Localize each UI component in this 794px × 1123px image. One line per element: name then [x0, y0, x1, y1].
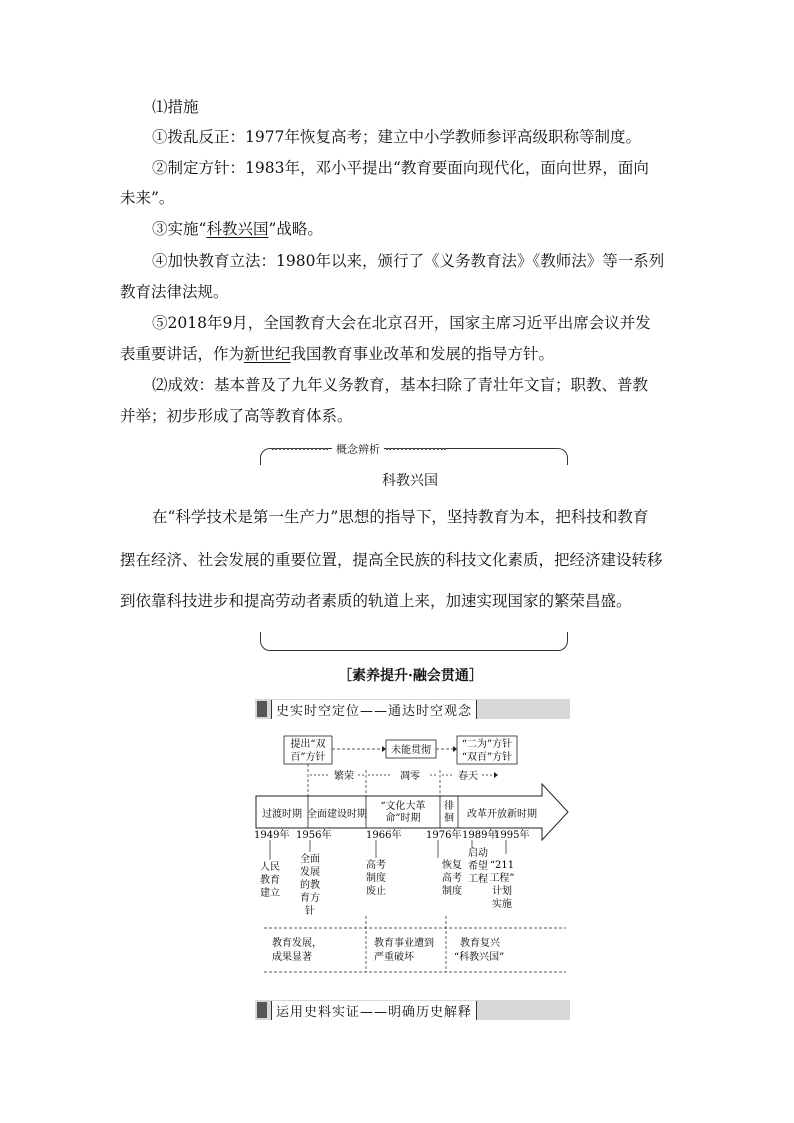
bar-title: 史实时空定位——通达时空观念: [271, 700, 477, 719]
event-1989: [468, 846, 488, 885]
svg-text:恢复: 恢复: [442, 860, 462, 871]
paragraph-item-5a: ⑤2018年9月，全国教育大会在北京召开，国家主席习近平出席会议并发: [152, 314, 651, 332]
section-bar-timeline: [255, 699, 570, 719]
svg-text:希望: 希望: [468, 861, 488, 872]
event-1976: [442, 858, 462, 897]
event-1966: [366, 858, 386, 897]
concept-dots-right: [386, 448, 446, 452]
section-heading: ［素养提升·融会贯通］: [338, 668, 483, 684]
paragraph-item-5b: [120, 344, 554, 364]
concept-label: 概念辨析: [332, 441, 384, 457]
svg-text:“211: “211: [489, 860, 515, 871]
concept-line-2: 摆在经济、社会发展的重要位置，提高全民族的科技文化素质，把经济建设转移: [120, 551, 663, 569]
period-cultural-rev-2: 命”时期: [385, 813, 421, 824]
top-box-1-l1: 提出“双: [290, 739, 326, 750]
concept-line-1: 在“科学技术是第一生产力”思想的指导下，坚持教育为本，把科技和教育: [152, 508, 649, 526]
item-5b-pre: 表重要讲话，作为: [120, 345, 245, 363]
svg-text:启动: 启动: [468, 848, 488, 859]
item-3-underlined: 科教兴国: [206, 220, 269, 238]
item-3-pre: ③实施“: [152, 220, 207, 238]
period-construction: 全面建设时期: [307, 809, 367, 820]
svg-text:实施: 实施: [492, 899, 512, 910]
event-1949: [260, 860, 280, 899]
period-transition: 过渡时期: [262, 809, 302, 820]
paragraph-item-1: ①拨乱反正：1977年恢复高考；建立中小学教师参评高级职称等制度。: [152, 128, 641, 146]
phase-prosperity: 繁荣: [334, 771, 354, 782]
bar-square-icon: [257, 701, 267, 717]
concept-title: 科教兴国: [382, 473, 438, 489]
top-box-3-l2: “双百”方针: [461, 752, 513, 763]
period-wavering-1: 徘: [444, 801, 454, 812]
timeline-diagram: [250, 728, 580, 978]
svg-text:高考: 高考: [366, 860, 386, 871]
item-5b-underlined: 新世纪: [244, 345, 291, 363]
svg-text:计划: 计划: [492, 886, 512, 897]
concept-box-bottom: [260, 632, 568, 651]
item-5b-post: 我国教育事业改革和发展的指导方针。: [290, 345, 555, 363]
svg-text:工程”: 工程”: [489, 873, 515, 884]
top-box-3-l1: “二为”方针: [461, 739, 513, 750]
paragraph-item-2b: 未来”。: [120, 189, 175, 207]
svg-text:育方: 育方: [300, 893, 320, 904]
svg-text:人民: 人民: [260, 862, 280, 873]
bar-square-icon: [257, 1002, 267, 1018]
item-3-post: ”战略。: [268, 220, 323, 238]
top-box-1-l2: 百”方针: [290, 752, 326, 763]
event-1995: [489, 860, 514, 910]
summary-2-l1: 教育事业遭到: [374, 938, 434, 949]
summary-1-l2: 成果显著: [272, 952, 312, 963]
svg-text:针: 针: [305, 906, 315, 917]
paragraph-results-b: 并举；初步形成了高等教育体系。: [120, 407, 353, 425]
period-cultural-rev-1: “文化大革: [380, 801, 426, 812]
paragraph-measures: ⑴措施: [152, 98, 199, 116]
year-1976: 1976年: [426, 830, 462, 841]
section-bar-evidence: [255, 1000, 570, 1020]
paragraph-item-2a: ②制定方针：1983年，邓小平提出“教育要面向现代化，面向世界，面向: [152, 159, 649, 177]
concept-line-3: 到依靠科技进步和提高劳动者素质的轨道上来，加速实现国家的繁荣昌盛。: [120, 592, 632, 610]
summary-3-l2: “科教兴国”: [454, 952, 505, 963]
year-1995: 1995年: [494, 830, 530, 841]
period-wavering-2: 徊: [444, 813, 454, 824]
phase-spring: 春天: [458, 771, 478, 782]
svg-text:废止: 废止: [366, 886, 386, 897]
svg-text:建立: 建立: [260, 888, 280, 899]
svg-text:教育: 教育: [260, 875, 280, 886]
paragraph-item-4b: 教育法律法规。: [120, 283, 229, 301]
svg-text:工程: 工程: [468, 874, 488, 885]
top-box-2-l1: 未能贯彻: [391, 745, 431, 756]
paragraph-item-4a: ④加快教育立法：1980年以来，颁行了《义务教育法》《教师法》等一系列: [152, 252, 665, 270]
summary-1-l1: 教育发展，: [272, 938, 322, 949]
summary-3-l1: 教育复兴: [460, 938, 500, 949]
svg-text:全面: 全面: [300, 854, 320, 865]
year-1949: 1949年: [254, 830, 290, 841]
period-reform: 改革开放新时期: [467, 809, 537, 820]
concept-dots-left: [272, 448, 328, 452]
year-1966: 1966年: [366, 830, 402, 841]
year-1989: 1989年: [462, 830, 498, 841]
svg-text:制度: 制度: [366, 873, 386, 884]
year-1956: 1956年: [296, 830, 332, 841]
summary-2-l2: 严重破坏: [374, 952, 414, 963]
svg-text:制度: 制度: [442, 886, 462, 897]
event-1956: [300, 852, 320, 917]
svg-text:高考: 高考: [442, 873, 462, 884]
svg-text:的教: 的教: [300, 880, 320, 891]
bar-title: 运用史料实证——明确历史解释: [271, 1001, 477, 1020]
svg-text:发展: 发展: [300, 867, 320, 878]
phase-decline: 凋零: [400, 771, 420, 782]
paragraph-results-a: ⑵成效：基本普及了九年义务教育，基本扫除了青壮年文盲；职教、普教: [152, 376, 649, 394]
paragraph-item-3: [152, 219, 323, 239]
